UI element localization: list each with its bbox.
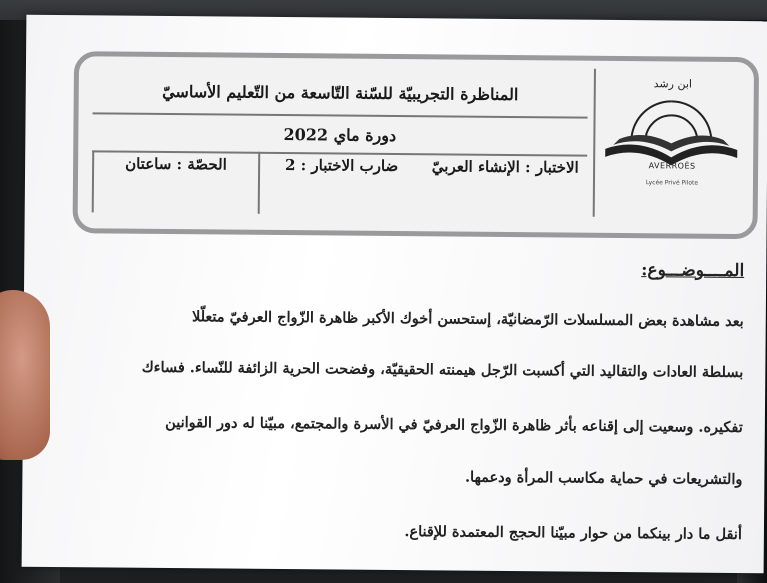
exam-info-row [92, 152, 587, 214]
body-line: بعد مشاهدة بعض المسلسلات الرّمضانيّة، إستحسن أخوك الأكبر ظاهرة الزّواج العرفيّ متعلّلا [191, 308, 744, 331]
school-logo [593, 69, 748, 218]
body-line: أنقل ما دار بينكما من حوار مبيّنا الحجج المعتمدة للإقناع. [404, 523, 742, 544]
holding-thumb [0, 290, 50, 460]
body-line: بسلطة العادات والتقاليد التي أكسبت الرّجل هيمنته الحقيقيّة، وفضحت الحرية الزائفة للنّساء. فساءك [141, 358, 744, 382]
body-line: تفكيره. وسعيت إلى إقناعه بأثر ظاهرة الزّواج العرفيّ في الأسرة والمجتمع، مبيّنا له دور القوانين [165, 413, 743, 437]
exam-coefficient: ضارب الاختبار : 2 [257, 152, 423, 215]
exam-paper [22, 15, 767, 573]
exam-header [73, 51, 760, 239]
exam-session: دورة ماي 2022 [92, 114, 587, 156]
logo-latin-name: AVERROÈS [648, 161, 696, 171]
logo-arabic-name: ابن رشد [653, 77, 693, 91]
logo-tagline: Lycée Privé Pilote [645, 179, 699, 187]
exam-subject: الاختبار : الإنشاء العربيّ [431, 157, 579, 177]
exam-duration: الحصّة : ساعتان [92, 150, 258, 213]
exam-title: المناظرة التجريبيّة للسّنة التّاسعة من التّعليم الأساسيّ [93, 68, 588, 118]
body-line: والتشريعات في حماية مكاسب المرأة ودعمها. [464, 468, 743, 489]
open-book-logo-icon [603, 79, 740, 170]
subject-heading: المــــوضـــوع: [641, 260, 745, 282]
